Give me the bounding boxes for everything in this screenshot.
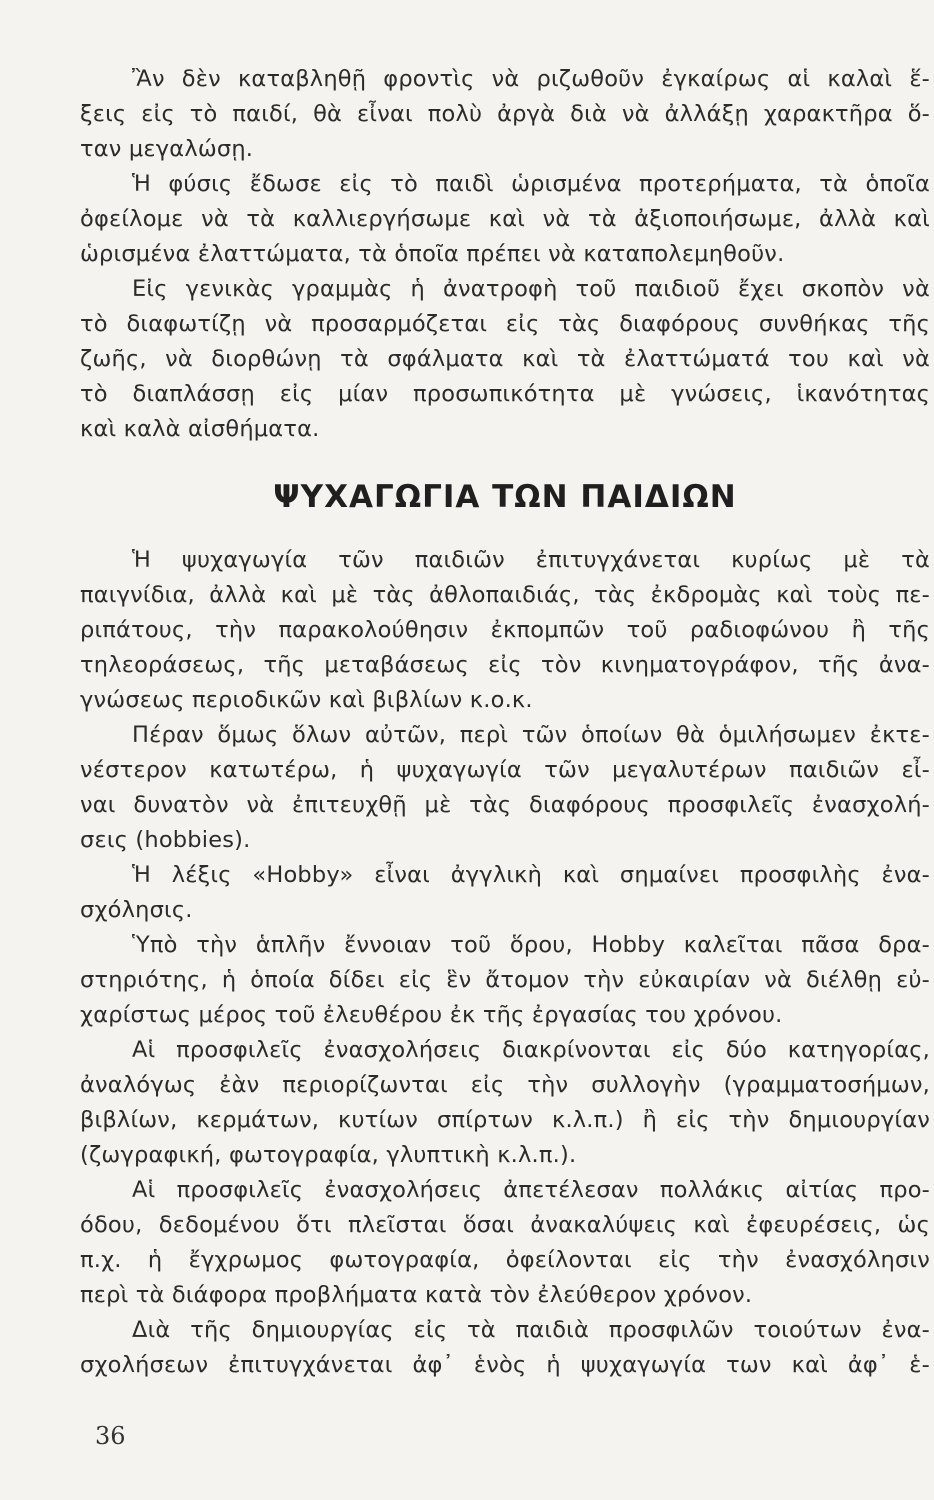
text-line: Ἡ λέξις «Hobby» εἶναι ἀγγλικὴ καὶ σημαίνει προσφιλὴς ἐνα- — [132, 862, 930, 888]
text-line: ζωῆς, νὰ διορθώνῃ τὰ σφάλματα καὶ τὰ ἐλαττώματά του καὶ νὰ — [80, 346, 930, 372]
text-line: ὀφείλομε νὰ τὰ καλλιεργήσωμε καὶ νὰ τὰ ἀξιοποιήσωμε, ἀλλὰ καὶ — [80, 206, 930, 232]
text-line: Ὑπὸ τὴν ἁπλῆν ἔννοιαν τοῦ ὅρου, Hobby καλεῖται πᾶσα δρα- — [132, 932, 930, 958]
section-paragraphs — [80, 543, 930, 1383]
text-line: καὶ καλὰ αἰσθήματα. — [80, 416, 320, 442]
text-line: ξεις εἰς τὸ παιδί, θὰ εἶναι πολὺ ἀργὰ διὰ νὰ ἀλλάξῃ χαρακτῆρα ὅ- — [80, 101, 930, 127]
text-line: γνώσεως περιοδικῶν καὶ βιβλίων κ.ο.κ. — [80, 687, 533, 713]
text-line: ταν μεγαλώσῃ. — [80, 136, 254, 162]
text-line: ὡρισμένα ἐλαττώματα, τὰ ὁποῖα πρέπει νὰ καταπολεμηθοῦν. — [80, 241, 785, 267]
text-line: Αἱ προσφιλεῖς ἐνασχολήσεις διακρίνονται εἰς δύο κατηγορίας, — [132, 1037, 930, 1063]
text-line: σεις (hobbies). — [80, 827, 251, 853]
text-line: τηλεοράσεως, τῆς μεταβάσεως εἰς τὸν κινηματογράφον, τῆς ἀνα- — [80, 652, 930, 678]
text-line: στηριότης, ἡ ὁποία δίδει εἰς ἓν ἄτομον τὴν εὐκαιρίαν νὰ διέλθῃ εὐ- — [80, 967, 930, 993]
text-line: σχόλησις. — [80, 897, 193, 923]
text-line: περὶ τὰ διάφορα προβλήματα κατὰ τὸν ἐλεύθερον χρόνον. — [80, 1282, 753, 1308]
text-line: σχολήσεων ἐπιτυγχάνεται ἀφ᾽ ἑνὸς ἡ ψυχαγωγία των καὶ ἀφ᾽ ἑ- — [80, 1352, 930, 1378]
text-line: τὸ διαπλάσσῃ εἰς μίαν προσωπικότητα μὲ γνώσεις, ἱκανότητας — [80, 381, 930, 407]
text-line: Ἡ ψυχαγωγία τῶν παιδιῶν ἐπιτυγχάνεται κυρίως μὲ τὰ — [132, 547, 930, 573]
text-line: Ἂν δὲν καταβληθῇ φροντὶς νὰ ριζωθοῦν ἐγκαίρως αἱ καλαὶ ἕ- — [132, 66, 930, 92]
intro-paragraphs — [80, 62, 930, 447]
text-line: π.χ. ἡ ἔγχρωμος φωτογραφία, ὀφείλονται εἰς τὴν ἐνασχόλησιν — [80, 1247, 930, 1273]
text-line: ριπάτους, τὴν παρακολούθησιν ἐκπομπῶν τοῦ ραδιοφώνου ἢ τῆς — [80, 617, 930, 643]
text-line: χαρίστως μέρος τοῦ ἐλευθέρου ἐκ τῆς ἐργασίας του χρόνου. — [80, 1002, 783, 1028]
text-line: παιγνίδια, ἀλλὰ καὶ μὲ τὰς ἀθλοπαιδιάς, τὰς ἐκδρομὰς καὶ τοὺς πε- — [80, 582, 930, 608]
text-line: Εἰς γενικὰς γραμμὰς ἡ ἀνατροφὴ τοῦ παιδιοῦ ἔχει σκοπὸν νὰ — [132, 276, 930, 302]
page-body — [80, 62, 930, 1383]
section-heading: ΨΥΧΑΓΩΓΙΑ ΤΩΝ ΠΑΙΔΙΩΝ — [273, 479, 737, 515]
text-line: ναι δυνατὸν νὰ ἐπιτευχθῇ μὲ τὰς διαφόρους προσφιλεῖς ἐνασχολή- — [80, 792, 930, 818]
text-line: τὸ διαφωτίζῃ νὰ προσαρμόζεται εἰς τὰς διαφόρους συνθήκας τῆς — [80, 311, 930, 337]
text-line: (ζωγραφική, φωτογραφία, γλυπτικὴ κ.λ.π.). — [80, 1142, 577, 1168]
text-line: νέστερον κατωτέρω, ἡ ψυχαγωγία τῶν μεγαλυτέρων παιδιῶν εἶ- — [80, 757, 930, 783]
text-line: Αἱ προσφιλεῖς ἐνασχολήσεις ἀπετέλεσαν πολλάκις αἰτίας προ- — [132, 1177, 930, 1203]
text-line: βιβλίων, κερμάτων, κυτίων σπίρτων κ.λ.π.) ἢ εἰς τὴν δημιουργίαν — [80, 1107, 930, 1133]
page-number: 36 — [95, 1422, 126, 1450]
text-line: Πέραν ὅμως ὅλων αὐτῶν, περὶ τῶν ὁποίων θὰ ὁμιλήσωμεν ἐκτε- — [132, 722, 930, 748]
text-line: όδου, δεδομένου ὅτι πλεῖσται ὅσαι ἀνακαλύψεις καὶ ἐφευρέσεις, ὡς — [80, 1212, 930, 1238]
text-line: Ἡ φύσις ἔδωσε εἰς τὸ παιδὶ ὡρισμένα προτερήματα, τὰ ὁποῖα — [132, 171, 930, 197]
text-line: Διὰ τῆς δημιουργίας εἰς τὰ παιδιὰ προσφιλῶν τοιούτων ἐνα- — [132, 1317, 930, 1343]
text-line: ἀναλόγως ἐὰν περιορίζωνται εἰς τὴν συλλογὴν (γραμματοσήμων, — [80, 1072, 930, 1098]
